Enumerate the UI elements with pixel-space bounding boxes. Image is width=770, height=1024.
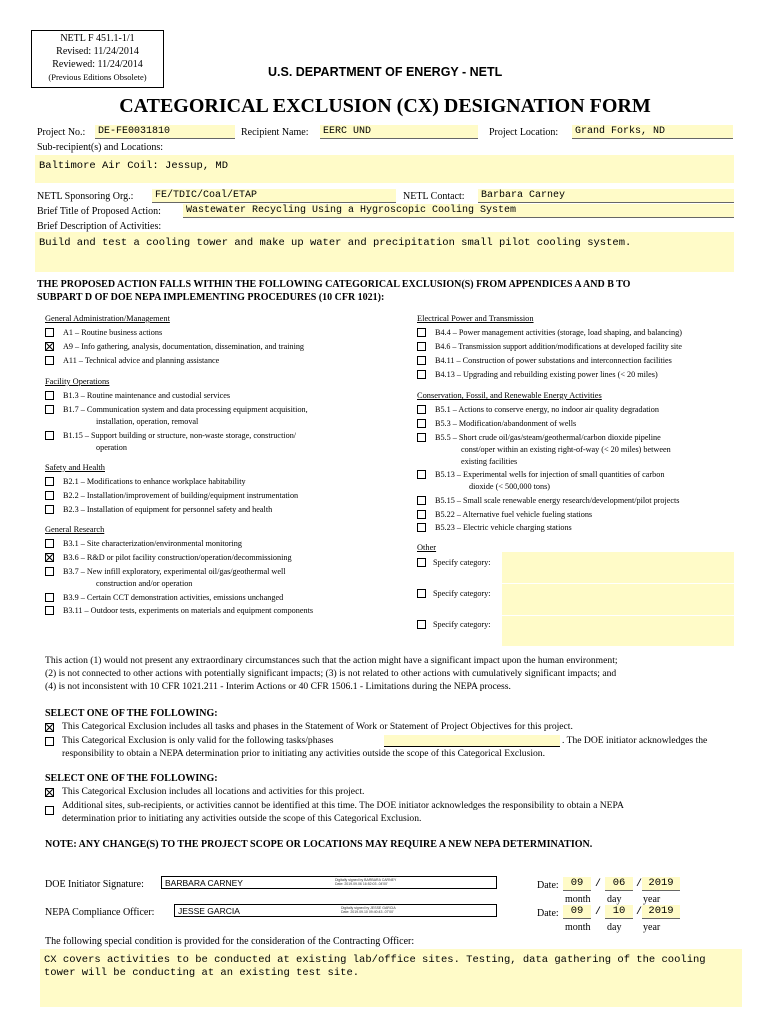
checkbox-all-locations[interactable] xyxy=(45,788,54,797)
cx-b3-6: B3.6 – R&D or pilot facility construction/operation/decommissioning xyxy=(63,553,292,562)
additional-sites-text-line2: determination prior to initiating any activities outside the scope of this Categorical Exclusion. xyxy=(62,813,422,824)
date-2-year[interactable]: 2019 xyxy=(642,905,680,919)
action-statement xyxy=(45,654,618,693)
checkbox-b4-4[interactable] xyxy=(417,328,426,337)
specify-category-1-label: Specify category: xyxy=(433,558,491,567)
initiator-signature-field[interactable] xyxy=(161,876,497,889)
date-2-day-caption: day xyxy=(607,922,622,933)
checkbox-b1-3[interactable] xyxy=(45,391,54,400)
cx-a1: A1 – Routine business actions xyxy=(63,328,163,337)
cx-b5-5-cont2: existing facilities xyxy=(461,457,518,466)
cx-b3-11: B3.11 – Outdoor tests, experiments on materials and equipment components xyxy=(63,606,314,615)
checkbox-b1-7[interactable] xyxy=(45,405,54,414)
scope-change-note: NOTE: ANY CHANGE(S) TO THE PROJECT SCOPE OR LOCATIONS MAY REQUIRE A NEW NEPA DETERMINATION. xyxy=(45,839,593,850)
date-2-year-caption: year xyxy=(643,922,661,933)
checkbox-b3-7[interactable] xyxy=(45,567,54,576)
form-number: NETL F 451.1-1/1 xyxy=(60,33,135,44)
cx-b3-7-cont: construction and/or operation xyxy=(96,579,193,588)
checkbox-b3-11[interactable] xyxy=(45,606,54,615)
cx-b1-3: B1.3 – Routine maintenance and custodial services xyxy=(63,391,231,400)
project-no-field[interactable]: DE-FE0031810 xyxy=(95,125,235,139)
recipient-label: Recipient Name: xyxy=(241,127,309,138)
checkbox-b5-13[interactable] xyxy=(417,470,426,479)
checkbox-b4-6[interactable] xyxy=(417,342,426,351)
checkbox-b5-23[interactable] xyxy=(417,523,426,532)
date-1-label: Date: xyxy=(537,880,559,891)
location-label: Project Location: xyxy=(489,127,559,138)
form-number-box xyxy=(31,30,164,88)
checkbox-b2-2[interactable] xyxy=(45,491,54,500)
action-line-2: (2) is not connected to other actions with potentially significant impacts; (3) is not related to other actions with cumulatively significant impacts; and xyxy=(45,668,617,679)
specify-category-3-field[interactable] xyxy=(502,616,734,646)
specific-tasks-text: This Categorical Exclusion is only valid for the following tasks/phases xyxy=(62,735,334,746)
cx-b1-15: B1.15 – Support building or structure, non-waste storage, construction/ xyxy=(63,431,297,440)
location-field[interactable]: Grand Forks, ND xyxy=(572,125,733,139)
nepa-digital-signed: Digitally signed by JESSE GARCIA xyxy=(341,906,396,910)
cx-b3-1: B3.1 – Site characterization/environmental monitoring xyxy=(63,539,242,548)
agency-name: U.S. DEPARTMENT OF ENERGY - NETL xyxy=(268,65,503,79)
sponsor-label: NETL Sponsoring Org.: xyxy=(37,191,134,202)
specify-category-3-label: Specify category: xyxy=(433,620,491,629)
nepa-officer-label: NEPA Compliance Officer: xyxy=(45,907,155,918)
date-2-day[interactable]: 10 xyxy=(605,905,633,919)
cx-b2-3: B2.3 – Installation of equipment for personnel safety and health xyxy=(63,505,273,514)
date-1-month[interactable]: 09 xyxy=(563,877,591,891)
brief-title-label: Brief Title of Proposed Action: xyxy=(37,206,161,217)
date-2-month-caption: month xyxy=(565,922,591,933)
cx-b5-23: B5.23 – Electric vehicle charging stations xyxy=(435,523,572,532)
section-electrical-power: Electrical Power and Transmission xyxy=(417,314,534,323)
special-condition-label: The following special condition is provided for the consideration of the Contracting Officer: xyxy=(45,936,415,947)
date-2-month[interactable]: 09 xyxy=(563,905,591,919)
checkbox-b5-5[interactable] xyxy=(417,433,426,442)
cx-b5-15: B5.15 – Small scale renewable energy research/development/pilot projects xyxy=(435,496,680,505)
date-1-day[interactable]: 06 xyxy=(605,877,633,891)
section-other: Other xyxy=(417,543,437,552)
all-tasks-text: This Categorical Exclusion includes all tasks and phases in the Statement of Work or Statement of Project Objectives for this project. xyxy=(62,721,573,732)
section-facility-operations: Facility Operations xyxy=(45,377,110,386)
nepa-officer-signature-field[interactable] xyxy=(174,904,497,917)
all-locations-text: This Categorical Exclusion includes all locations and activities for this project. xyxy=(62,786,365,797)
date-2-label: Date: xyxy=(537,908,559,919)
nepa-officer-name: JESSE GARCIA xyxy=(178,906,240,916)
cx-b2-2: B2.2 – Installation/improvement of building/equipment instrumentation xyxy=(63,491,299,500)
cx-b5-13-cont: dioxide (< 500,000 tons) xyxy=(469,482,551,491)
cx-b5-13: B5.13 – Experimental wells for injection of small quantities of carbon xyxy=(435,470,665,479)
cx-heading-line2: SUBPART D OF DOE NEPA IMPLEMENTING PROCEDURES (10 CFR 1021): xyxy=(37,292,385,303)
section-conservation: Conservation, Fossil, and Renewable Energy Activities xyxy=(417,391,602,400)
nepa-digital-date: Date: 2019.09.10 09:40:43 -07'00' xyxy=(341,910,394,914)
cx-b4-4: B4.4 – Power management activities (storage, load shaping, and balancing) xyxy=(435,328,682,337)
tasks-phases-field[interactable] xyxy=(384,735,560,747)
checkbox-additional-sites[interactable] xyxy=(45,806,54,815)
section-safety-health: Safety and Health xyxy=(45,463,105,472)
cx-b1-15-cont: operation xyxy=(96,443,127,452)
cx-heading-line1: THE PROPOSED ACTION FALLS WITHIN THE FOLLOWING CATEGORICAL EXCLUSION(S) FROM APPENDICES A AND B TO xyxy=(37,279,631,290)
specify-category-1-field[interactable] xyxy=(502,552,734,583)
cx-b3-7: B3.7 – New infill exploratory, experimental oil/gas/geothermal well xyxy=(63,567,286,576)
checkbox-b2-1[interactable] xyxy=(45,477,54,486)
form-reviewed: Reviewed: 11/24/2014 xyxy=(52,59,143,70)
subrecipient-field[interactable]: Baltimore Air Coil: Jessup, MD xyxy=(35,155,734,183)
cx-b5-22: B5.22 – Alternative fuel vehicle fueling stations xyxy=(435,510,593,519)
checkbox-other-3[interactable] xyxy=(417,620,426,629)
checkbox-b2-3[interactable] xyxy=(45,505,54,514)
cx-b4-13: B4.13 – Upgrading and rebuilding existing power lines (< 20 miles) xyxy=(435,370,658,379)
checkbox-other-2[interactable] xyxy=(417,589,426,598)
action-line-3: (4) is not inconsistent with 10 CFR 1021.211 - Interim Actions or 40 CFR 1506.1 - Limitations during the NEPA process. xyxy=(45,681,511,692)
date-1-slash-1: / xyxy=(595,879,602,890)
date-2-slash-1: / xyxy=(595,907,602,918)
project-no-label: Project No.: xyxy=(37,127,86,138)
recipient-field[interactable]: EERC UND xyxy=(320,125,478,139)
sponsor-field[interactable]: FE/TDIC/Coal/ETAP xyxy=(152,189,396,203)
specify-category-2-label: Specify category: xyxy=(433,589,491,598)
cx-b5-5-cont1: const/oper within an existing right-of-way (< 20 miles) between xyxy=(461,445,671,454)
form-obsolete-note: (Previous Editions Obsolete) xyxy=(48,72,147,82)
checkbox-b5-1[interactable] xyxy=(417,405,426,414)
cx-b5-3: B5.3 – Modification/abandonment of wells xyxy=(435,419,577,428)
contact-label: NETL Contact: xyxy=(403,191,465,202)
checkbox-specific-tasks[interactable] xyxy=(45,737,54,746)
initiator-name: BARBARA CARNEY xyxy=(165,878,243,888)
cx-b1-7-cont: installation, operation, removal xyxy=(96,417,199,426)
additional-sites-text: Additional sites, sub-recipients, or activities cannot be identified at this time. The DOE initiator acknowledges the responsibility to obtain a NEPA xyxy=(62,800,624,811)
checkbox-b3-6[interactable] xyxy=(45,553,54,562)
initiator-digital-date: Date: 2019.09.06 16:52:03 -04'00' xyxy=(335,882,388,886)
initiator-signature-label: DOE Initiator Signature: xyxy=(45,879,144,890)
checkbox-b1-15[interactable] xyxy=(45,431,54,440)
cx-b3-9: B3.9 – Certain CCT demonstration activities, emissions unchanged xyxy=(63,593,284,602)
date-1-month-caption: month xyxy=(565,894,591,905)
form-revised: Revised: 11/24/2014 xyxy=(56,46,139,57)
checkbox-b4-11[interactable] xyxy=(417,356,426,365)
action-line-1: This action (1) would not present any extraordinary circumstances such that the action might have a significant impact upon the human environment; xyxy=(45,655,618,666)
specific-tasks-text-line2: responsibility to obtain a NEPA determination prior to initiating any activities outside the scope of this Categorical Exclusion. xyxy=(62,748,545,759)
checkbox-all-tasks[interactable] xyxy=(45,723,54,732)
checkbox-b5-22[interactable] xyxy=(417,510,426,519)
cx-b4-11: B4.11 – Construction of power substations and interconnection facilities xyxy=(435,356,672,365)
initiator-digital-signed: Digitally signed by BARBARA CARNEY xyxy=(335,878,397,882)
checkbox-b4-13[interactable] xyxy=(417,370,426,379)
select-one-heading-2: SELECT ONE OF THE FOLLOWING: xyxy=(45,773,218,784)
checkbox-a11[interactable] xyxy=(45,356,54,365)
date-1-slash-2: / xyxy=(636,879,643,890)
cx-a9: A9 – Info gathering, analysis, documentation, dissemination, and training xyxy=(63,342,305,351)
cx-b1-7: B1.7 – Communication system and data processing equipment acquisition, xyxy=(63,405,308,414)
checkbox-b3-1[interactable] xyxy=(45,539,54,548)
checkbox-b3-9[interactable] xyxy=(45,593,54,602)
special-condition-field[interactable]: CX covers activities to be conducted at existing lab/office sites. Testing, data gathering of the cooling tower will be conducting at an existing test site. xyxy=(40,949,742,1007)
subrecipient-label: Sub-recipient(s) and Locations: xyxy=(37,142,164,153)
section-general-research: General Research xyxy=(45,525,105,534)
page-title: CATEGORICAL EXCLUSION (CX) DESIGNATION FORM xyxy=(119,95,651,117)
checkbox-b5-3[interactable] xyxy=(417,419,426,428)
specify-category-2-field[interactable] xyxy=(502,584,734,615)
date-1-day-caption: day xyxy=(607,894,622,905)
cx-b5-1: B5.1 – Actions to conserve energy, no indoor air quality degradation xyxy=(435,405,659,414)
cx-a11: A11 – Technical advice and planning assistance xyxy=(63,356,220,365)
checkbox-a9[interactable] xyxy=(45,342,54,351)
cx-b5-5: B5.5 – Short crude oil/gas/steam/geothermal/carbon dioxide pipeline xyxy=(435,433,661,442)
checkbox-other-1[interactable] xyxy=(417,558,426,567)
date-1-year[interactable]: 2019 xyxy=(642,877,680,891)
specific-tasks-text-cont: . The DOE initiator acknowledges the xyxy=(562,735,708,746)
brief-desc-label: Brief Description of Activities: xyxy=(37,221,162,232)
select-one-heading-1: SELECT ONE OF THE FOLLOWING: xyxy=(45,708,218,719)
date-1-year-caption: year xyxy=(643,894,661,905)
contact-field[interactable]: Barbara Carney xyxy=(478,189,734,203)
brief-title-field[interactable]: Wastewater Recycling Using a Hygroscopic Cooling System xyxy=(183,204,734,218)
cx-b2-1: B2.1 – Modifications to enhance workplace habitability xyxy=(63,477,246,486)
section-general-admin: General Administration/Management xyxy=(45,314,170,323)
brief-desc-field[interactable]: Build and test a cooling tower and make up water and precipitation small pilot cooling system. xyxy=(35,232,734,272)
cx-b4-6: B4.6 – Transmission support addition/modifications at developed facility site xyxy=(435,342,682,351)
date-2-slash-2: / xyxy=(636,907,643,918)
checkbox-b5-15[interactable] xyxy=(417,496,426,505)
checkbox-a1[interactable] xyxy=(45,328,54,337)
